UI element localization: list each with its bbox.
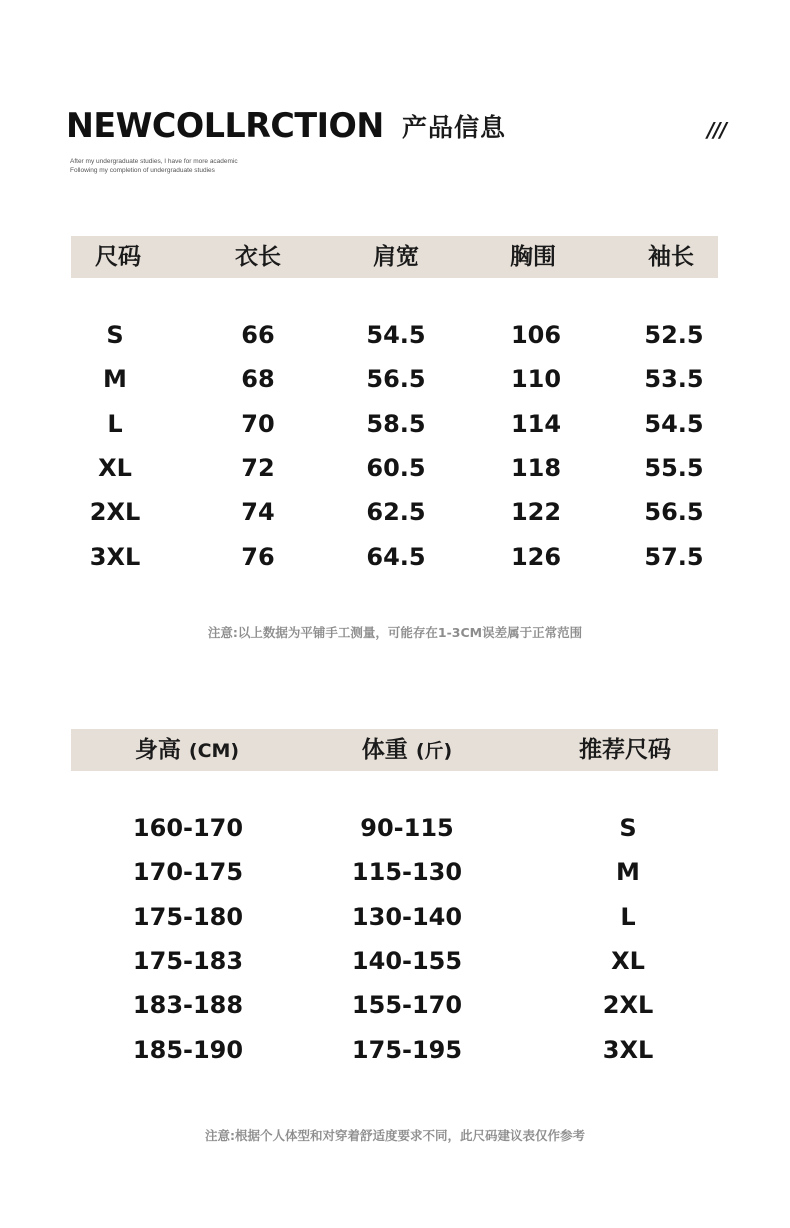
recommend-cell-size: XL	[611, 946, 645, 975]
recommend-cell-size: 3XL	[602, 1035, 654, 1064]
size-cell-sleeve: 53.5	[644, 365, 704, 394]
recommend-cell-height: 160-170	[132, 814, 244, 842]
size-table-note: 注意:以上数据为平铺手工测量，可能存在1-3CM误差属于正常范围	[207, 625, 583, 640]
size-cell-shoulder: 60.5	[366, 453, 426, 482]
size-cell-length: 70	[241, 409, 275, 438]
size-header-chest: 胸围	[510, 244, 556, 270]
size-cell-length: 76	[241, 542, 275, 571]
recommend-header-weight-unit: (斤)	[415, 740, 453, 762]
size-cell-sleeve: 57.5	[644, 542, 704, 571]
recommend-cell-size: L	[620, 902, 636, 931]
product-info-title: 产品信息	[402, 113, 507, 142]
size-cell-size: M	[103, 365, 127, 394]
recommend-cell-height: 175-180	[132, 902, 244, 931]
size-cell-shoulder: 54.5	[366, 321, 426, 349]
recommend-table-note: 注意:根据个人体型和对穿着舒适度要求不同，此尺码建议表仅作参考	[204, 1128, 585, 1143]
recommend-cell-size: 2XL	[602, 991, 654, 1020]
size-cell-chest: 106	[510, 321, 562, 349]
size-cell-length: 72	[241, 453, 275, 482]
slash-decoration: ///	[707, 118, 726, 142]
recommend-cell-weight: 175-195	[351, 1035, 463, 1064]
size-cell-shoulder: 58.5	[366, 409, 426, 438]
size-cell-size: XL	[98, 453, 132, 482]
recommend-header-weight-label: 体重	[361, 737, 408, 763]
size-cell-size: L	[107, 409, 123, 438]
size-cell-shoulder: 64.5	[366, 542, 426, 571]
recommend-cell-weight: 115-130	[351, 858, 463, 887]
recommend-cell-weight: 130-140	[351, 902, 463, 931]
size-cell-size: S	[106, 321, 124, 349]
size-cell-chest: 118	[510, 453, 562, 482]
size-cell-sleeve: 55.5	[644, 453, 704, 482]
recommend-cell-height: 175-183	[132, 946, 244, 975]
size-header-shoulder: 肩宽	[373, 244, 419, 270]
size-cell-chest: 110	[510, 365, 562, 394]
size-cell-size: 3XL	[89, 542, 141, 571]
size-cell-length: 66	[241, 321, 275, 349]
size-table-header	[71, 236, 718, 278]
recommend-header-height-label: 身高	[134, 737, 181, 763]
recommend-cell-size: M	[616, 858, 640, 887]
recommend-header-height-unit: (CM)	[188, 740, 240, 762]
size-cell-sleeve: 52.5	[644, 321, 704, 349]
size-cell-length: 68	[241, 365, 275, 394]
recommend-cell-weight: 90-115	[360, 814, 454, 842]
recommend-table-header	[71, 729, 718, 771]
size-cell-sleeve: 54.5	[644, 409, 704, 438]
size-cell-length: 74	[241, 498, 275, 527]
page-header	[66, 104, 726, 148]
size-header-length: 衣长	[235, 244, 281, 270]
tagline-line-2: Following my completion of undergraduate studies	[70, 167, 215, 174]
recommend-header-weight	[362, 729, 452, 772]
size-cell-size: 2XL	[89, 498, 141, 527]
recommend-cell-weight: 140-155	[351, 946, 463, 975]
size-cell-chest: 122	[510, 498, 562, 527]
tagline-line-1: After my undergraduate studies, I have for more academic	[70, 158, 238, 165]
size-cell-chest: 114	[510, 409, 562, 438]
brand-title: NEWCOLLRCTION	[66, 106, 384, 146]
size-cell-chest: 126	[510, 542, 562, 571]
size-cell-shoulder: 56.5	[366, 365, 426, 394]
tagline	[70, 157, 238, 175]
recommend-cell-size: S	[619, 814, 637, 842]
recommend-cell-height: 170-175	[132, 858, 244, 887]
recommend-header-height	[135, 729, 239, 772]
recommend-header-size: 推荐尺码	[579, 737, 671, 763]
size-cell-shoulder: 62.5	[366, 498, 426, 527]
size-header-sleeve: 袖长	[648, 244, 694, 270]
size-header-size: 尺码	[95, 244, 141, 270]
recommend-cell-weight: 155-170	[351, 991, 463, 1020]
recommend-cell-height: 185-190	[132, 1035, 244, 1064]
recommend-cell-height: 183-188	[132, 991, 244, 1020]
size-cell-sleeve: 56.5	[644, 498, 704, 527]
